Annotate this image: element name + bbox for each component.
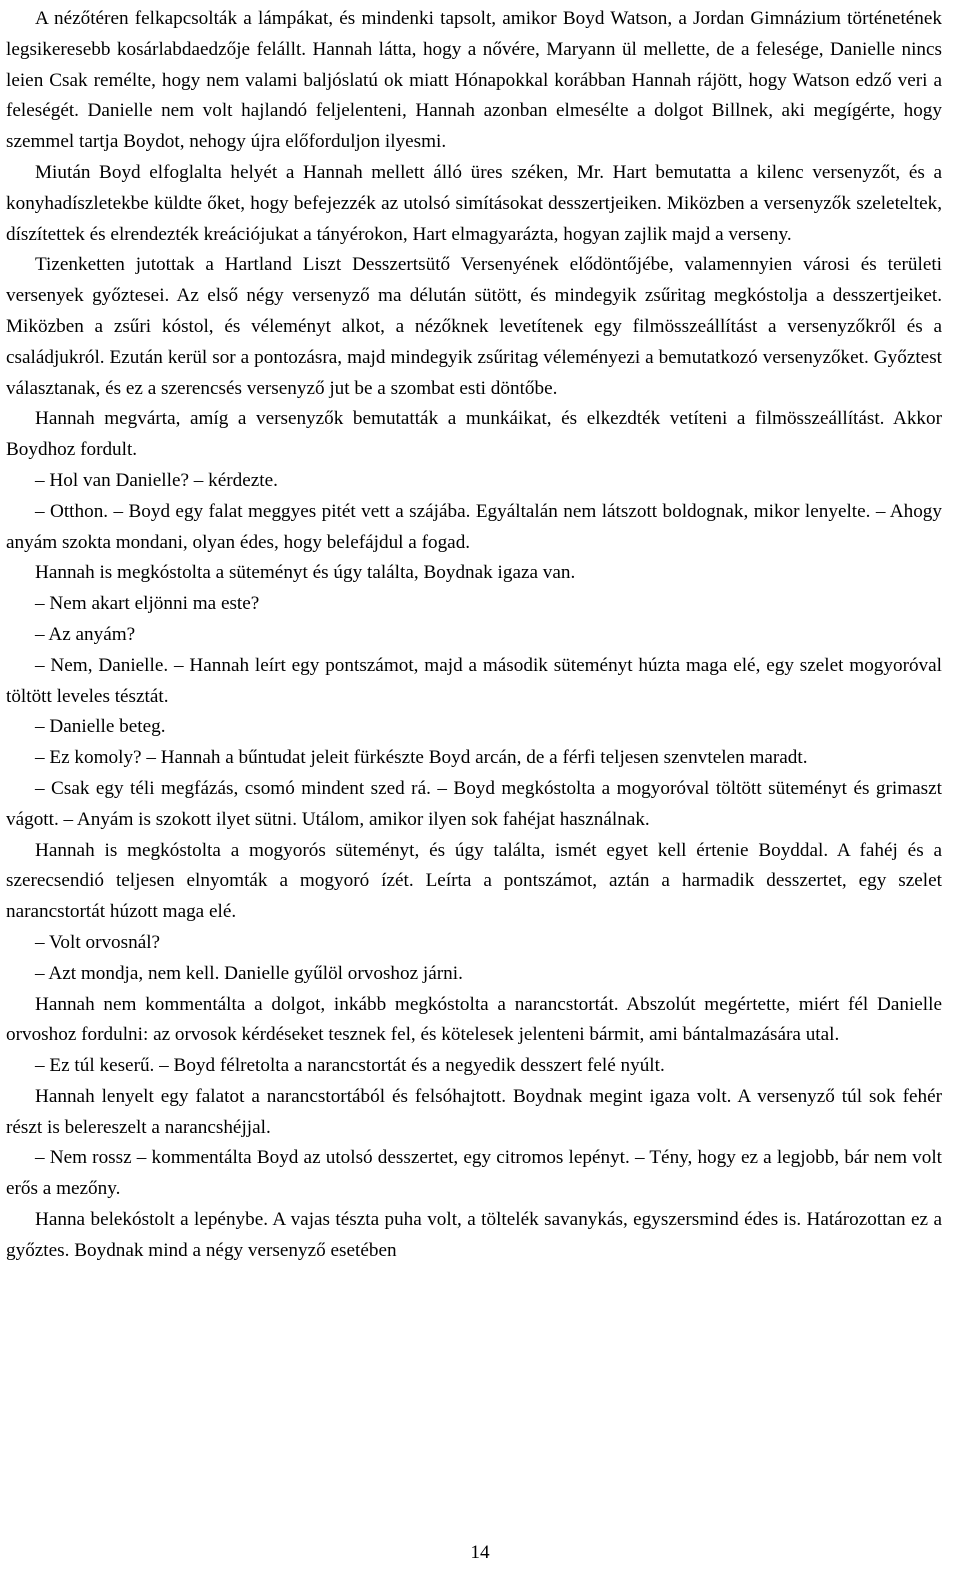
- dialogue-line: – Volt orvosnál?: [35, 931, 161, 953]
- paragraph: Hannah lenyelt egy falatot a narancstortából és felsóhajtott. Boydnak megint igaza volt. A versenyző túl sok fehér részt is belereszelt a narancshéjjal.: [6, 1085, 942, 1138]
- dialogue-line: – Nem rossz – kommentálta Boyd az utolsó desszertet, egy citromos lepényt. – Tény, hogy ez a legjobb, bár nem volt erős a mezőny.: [6, 1147, 942, 1200]
- dialogue-line: – Nem akart eljönni ma este?: [35, 593, 260, 615]
- dialogue-line: – Az anyám?: [35, 623, 136, 645]
- dialogue-line: – Azt mondja, nem kell. Danielle gyűlöl orvoshoz járni.: [35, 962, 463, 984]
- paragraph: Miután Boyd elfoglalta helyét a Hannah mellett álló üres széken, Mr. Hart bemutatta a kilenc versenyzőt, és a konyhadíszletekbe küldte őket, hogy befejezzék az utolsó simításokat desszertjeiken. Miközben a versenyzők szeleteltek, díszítettek és elrendezték kreációjukat a tányérokon, Hart elmagyarázta, hogyan zajlik majd a verseny.: [6, 161, 942, 245]
- dialogue-line: – Csak egy téli megfázás, csomó mindent szed rá. – Boyd megkóstolta a mogyoróval töltött süteményt és grimaszt vágott. – Anyám is szokott ilyet sütni. Utálom, amikor ilyen sok fahéjat használnak.: [6, 777, 942, 830]
- dialogue-line: – Danielle beteg.: [35, 716, 166, 738]
- paragraph: A nézőtéren felkapcsolták a lámpákat, és mindenki tapsolt, amikor Boyd Watson, a Jordan Gimnázium történetének legsikeresebb kosárlabdaedzője felállt. Hannah látta, hogy a nővére, Maryann ül mellette, de a felesége, Danielle nincs leien Csak remélte, hogy nem valami baljóslatú ok miatt Hónapokkal korábban Hannah rájött, hogy Watson edző veri a feleségét. Danielle nem volt hajlandó feljelenteni, Hannah azonban elmesélte a dolgot Billnek, aki megígérte, hogy szemmel tartja Boydot, nehogy újra előforduljon ilyesmi.: [6, 8, 942, 153]
- paragraph: Hannah nem kommentálta a dolgot, inkább megkóstolta a narancstortát. Abszolút megértette, miért fél Danielle orvoshoz fordulni: az orvosok kérdéseket tesznek fel, és kötelesek jelenteni bármit, ami bántalmazására utal.: [6, 993, 942, 1046]
- dialogue-line: – Ez túl keserű. – Boyd félretolta a narancstortát és a negyedik desszert felé nyúlt.: [35, 1055, 665, 1077]
- paragraph: Hanna belekóstolt a lepénybe. A vajas tészta puha volt, a töltelék savanykás, egyszersmind édes is. Határozottan ez a győztes. Boydnak mind a négy versenyző esetében: [6, 1209, 942, 1261]
- dialogue-line: – Ez komoly? – Hannah a bűntudat jeleit fürkészte Boyd arcán, de a férfi teljesen szenvtelen maradt.: [35, 747, 808, 769]
- paragraph: Hannah megvárta, amíg a versenyzők bemutatták a munkáikat, és elkezdték vetíteni a filmösszeállítást. Akkor Boydhoz fordult.: [6, 408, 942, 461]
- paragraph: Tizenketten jutottak a Hartland Liszt Desszertsütő Versenyének elődöntőjébe, valamennyien városi és területi versenyek győztesei. Az első négy versenyző ma délután sütött, és mindegyik zsűritag megkóstolja a desszertjeiket. Miközben a zsűri kóstol, és véleményt alkot, a nézőknek levetítenek egy filmösszeállítást a versenyzőkről és a családjukról. Ezután kerül sor a pontozásra, majd mindegyik zsűritag véleményezi a bemutatkozó versenyzőket. Győztest választanak, és ez a szerencsés versenyző jut be a szombat esti döntőbe.: [6, 254, 942, 399]
- dialogue-line: – Nem, Danielle. – Hannah leírt egy pontszámot, majd a második süteményt húzta maga elé, egy szelet mogyoróval töltött leveles tésztát.: [6, 654, 942, 707]
- dialogue-line: – Otthon. – Boyd egy falat meggyes pitét vett a szájába. Egyáltalán nem látszott boldognak, mikor lenyelte. – Ahogy anyám szokta mondani, olyan édes, hogy belefájdul a fogad.: [6, 500, 942, 553]
- page-body: [6, 4, 942, 1267]
- dialogue-line: – Hol van Danielle? – kérdezte.: [35, 469, 278, 491]
- paragraph: Hannah is megkóstolta a mogyorós süteményt, és úgy találta, ismét egyet kell értenie Boyddal. A fahéj és a szerecsendió teljesen elnyomták a mogyoró ízét. Leírta a pontszámot, aztán a harmadik desszertet, egy szelet narancstortát húzott maga elé.: [6, 839, 942, 923]
- page-number: 14: [470, 1542, 490, 1563]
- paragraph: Hannah is megkóstolta a süteményt és úgy találta, Boydnak igaza van.: [35, 562, 576, 584]
